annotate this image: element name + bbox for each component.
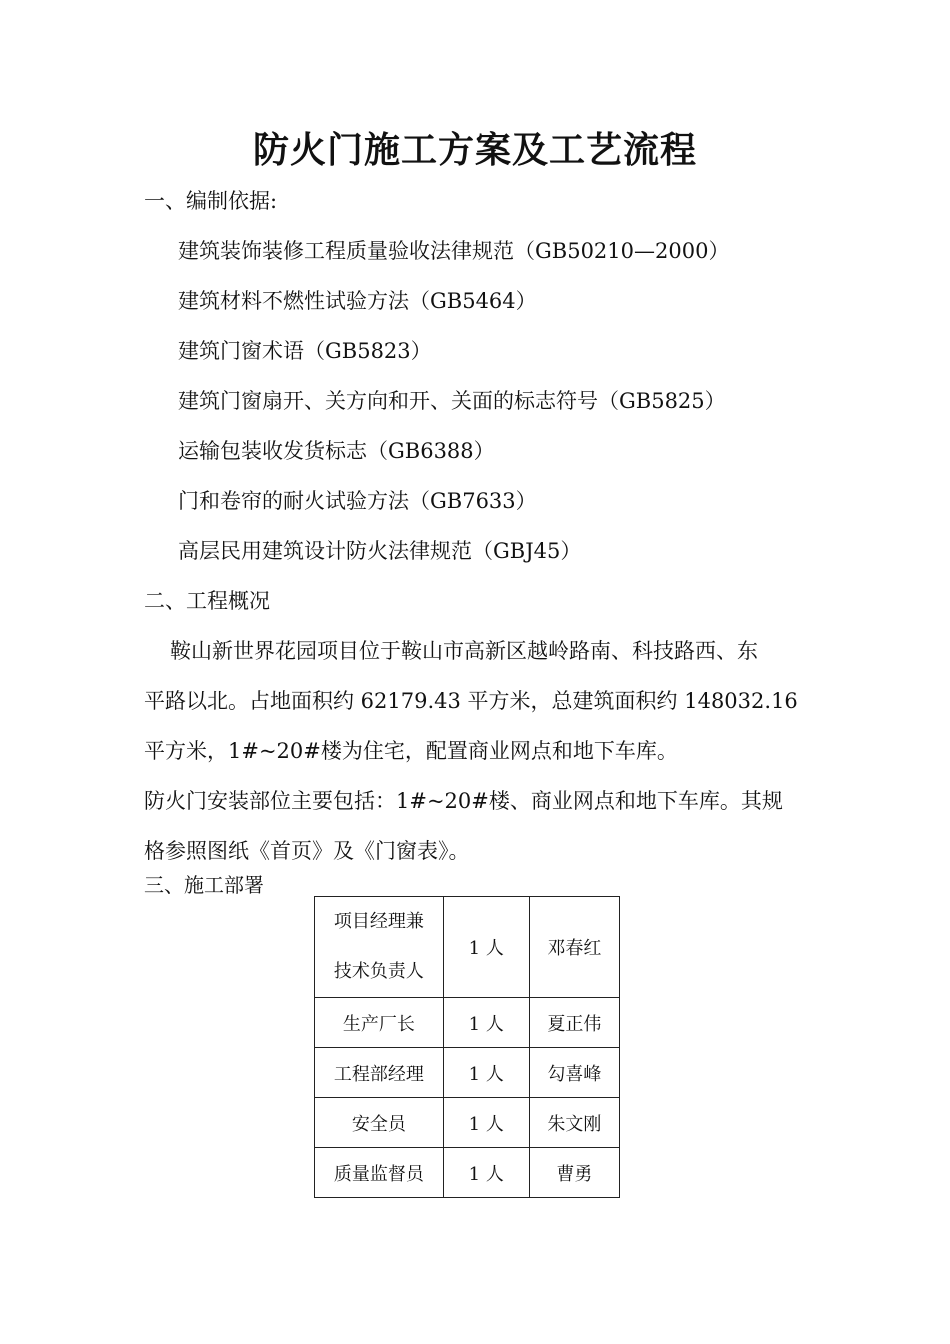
role-cell: 工程部经理 [315, 1048, 444, 1098]
overview-line: 平路以北。占地面积约 62179.43 平方米，总建筑面积约 148032.16 [144, 689, 798, 713]
scope-line: 防火门安装部位主要包括：1#~20#楼、商业网点和地下车库。其规 [144, 789, 783, 813]
staff-table [314, 896, 620, 1198]
section3-heading: 三、施工部署 [144, 873, 264, 897]
name-cell: 邓春红 [529, 897, 619, 998]
name-cell: 勾喜峰 [529, 1048, 619, 1098]
name-cell: 朱文刚 [529, 1098, 619, 1148]
count-cell: 1 人 [443, 1048, 529, 1098]
role-cell: 项目经理兼技术负责人 [315, 897, 444, 998]
table-row [315, 998, 620, 1048]
table-row [315, 1098, 620, 1148]
overview-line: 平方米，1#~20#楼为住宅，配置商业网点和地下车库。 [144, 739, 678, 763]
scope-line: 格参照图纸《首页》及《门窗表》。 [144, 839, 470, 863]
overview-line: 鞍山新世界花园项目位于鞍山市高新区越岭路南、科技路西、东 [170, 639, 758, 663]
standard-item: 建筑门窗扇开、关方向和开、关面的标志符号（GB5825） [178, 389, 726, 413]
document-title: 防火门施工方案及工艺流程 [252, 129, 697, 171]
name-cell: 夏正伟 [529, 998, 619, 1048]
standard-item: 运输包装收发货标志（GB6388） [178, 439, 495, 463]
name-cell: 曹勇 [529, 1148, 619, 1198]
count-cell: 1 人 [443, 998, 529, 1048]
role-cell: 安全员 [315, 1098, 444, 1148]
standard-item: 建筑装饰装修工程质量验收法律规范（GB50210—2000） [178, 239, 730, 263]
section2-heading: 二、工程概况 [144, 589, 270, 613]
standard-item: 门和卷帘的耐火试验方法（GB7633） [178, 489, 537, 513]
count-cell: 1 人 [443, 1148, 529, 1198]
role-cell: 生产厂长 [315, 998, 444, 1048]
count-cell: 1 人 [443, 897, 529, 998]
count-cell: 1 人 [443, 1098, 529, 1148]
table-row [315, 1048, 620, 1098]
standard-item: 建筑材料不燃性试验方法（GB5464） [178, 289, 537, 313]
table-row [315, 1148, 620, 1198]
section1-heading: 一、编制依据: [144, 189, 278, 213]
table-row [315, 897, 620, 998]
standard-item: 高层民用建筑设计防火法律规范（GBJ45） [178, 539, 582, 563]
standard-item: 建筑门窗术语（GB5823） [178, 339, 432, 363]
role-cell: 质量监督员 [315, 1148, 444, 1198]
